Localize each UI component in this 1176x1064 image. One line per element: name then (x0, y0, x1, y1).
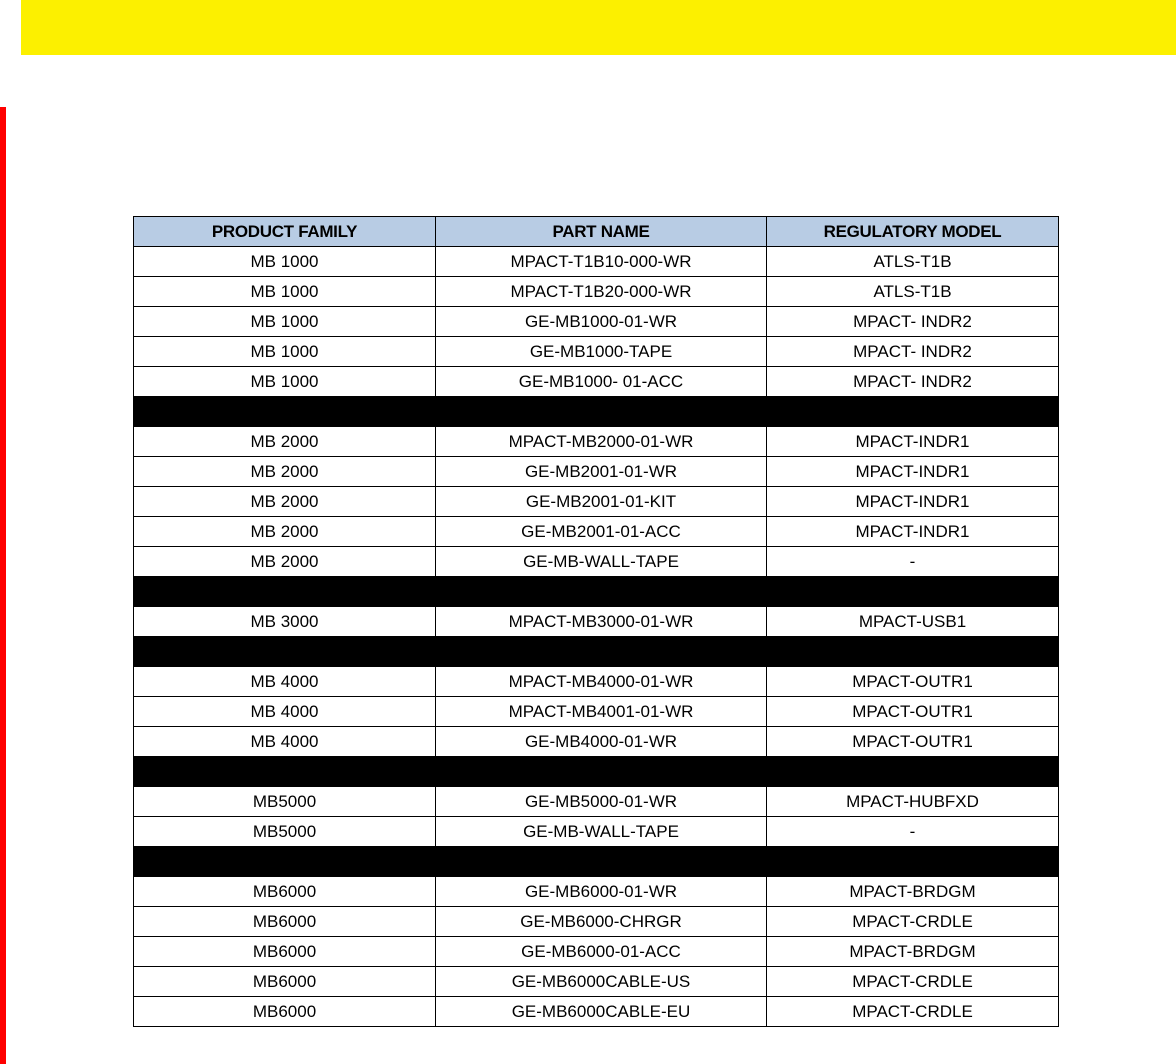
cell-regulatory-model: MPACT-OUTR1 (767, 697, 1059, 727)
separator-cell (436, 637, 767, 667)
group-separator-row (134, 577, 1059, 607)
cell-part-name: GE-MB2001-01-KIT (436, 487, 767, 517)
cell-regulatory-model: - (767, 817, 1059, 847)
yellow-banner (21, 0, 1176, 55)
cell-product-family: MB 2000 (134, 427, 436, 457)
table-row (134, 337, 1059, 367)
cell-part-name: GE-MB-WALL-TAPE (436, 547, 767, 577)
table-row (134, 877, 1059, 907)
cell-regulatory-model: MPACT-USB1 (767, 607, 1059, 637)
separator-cell (767, 847, 1059, 877)
cell-product-family: MB5000 (134, 787, 436, 817)
separator-cell (436, 847, 767, 877)
table-row (134, 247, 1059, 277)
cell-part-name: MPACT-T1B10-000-WR (436, 247, 767, 277)
cell-product-family: MB6000 (134, 997, 436, 1027)
cell-regulatory-model: ATLS-T1B (767, 277, 1059, 307)
table-row (134, 697, 1059, 727)
cell-regulatory-model: MPACT-CRDLE (767, 967, 1059, 997)
cell-part-name: GE-MB2001-01-ACC (436, 517, 767, 547)
header-regulatory-model: REGULATORY MODEL (767, 217, 1059, 247)
cell-regulatory-model: MPACT-BRDGM (767, 877, 1059, 907)
table-row (134, 457, 1059, 487)
cell-part-name: MPACT-MB3000-01-WR (436, 607, 767, 637)
separator-cell (436, 397, 767, 427)
cell-product-family: MB6000 (134, 877, 436, 907)
table-row (134, 937, 1059, 967)
table-row (134, 547, 1059, 577)
cell-part-name: GE-MB-WALL-TAPE (436, 817, 767, 847)
table-row (134, 997, 1059, 1027)
table-row (134, 907, 1059, 937)
cell-regulatory-model: MPACT-OUTR1 (767, 667, 1059, 697)
separator-cell (134, 757, 436, 787)
group-separator-row (134, 397, 1059, 427)
cell-product-family: MB 4000 (134, 667, 436, 697)
regulatory-model-table (133, 216, 1059, 1027)
cell-regulatory-model: MPACT-INDR1 (767, 427, 1059, 457)
cell-product-family: MB 1000 (134, 277, 436, 307)
cell-part-name: MPACT-MB2000-01-WR (436, 427, 767, 457)
table-row (134, 427, 1059, 457)
cell-part-name: MPACT-MB4001-01-WR (436, 697, 767, 727)
cell-regulatory-model: MPACT-INDR1 (767, 487, 1059, 517)
cell-product-family: MB 2000 (134, 457, 436, 487)
cell-regulatory-model: MPACT-OUTR1 (767, 727, 1059, 757)
table-row (134, 367, 1059, 397)
cell-part-name: GE-MB6000CABLE-US (436, 967, 767, 997)
separator-cell (436, 757, 767, 787)
separator-cell (767, 397, 1059, 427)
separator-cell (134, 397, 436, 427)
separator-cell (134, 847, 436, 877)
cell-product-family: MB 4000 (134, 727, 436, 757)
cell-product-family: MB6000 (134, 907, 436, 937)
table-row (134, 967, 1059, 997)
table-row (134, 607, 1059, 637)
cell-product-family: MB 2000 (134, 547, 436, 577)
separator-cell (436, 577, 767, 607)
cell-product-family: MB6000 (134, 967, 436, 997)
cell-part-name: MPACT-T1B20-000-WR (436, 277, 767, 307)
cell-product-family: MB 1000 (134, 337, 436, 367)
cell-part-name: GE-MB1000-01-WR (436, 307, 767, 337)
cell-regulatory-model: - (767, 547, 1059, 577)
cell-product-family: MB 1000 (134, 247, 436, 277)
cell-regulatory-model: MPACT-INDR1 (767, 517, 1059, 547)
cell-product-family: MB 1000 (134, 367, 436, 397)
cell-regulatory-model: MPACT- INDR2 (767, 307, 1059, 337)
cell-part-name: GE-MB6000-01-WR (436, 877, 767, 907)
table-body (134, 247, 1059, 1027)
cell-product-family: MB 3000 (134, 607, 436, 637)
cell-product-family: MB5000 (134, 817, 436, 847)
cell-product-family: MB 1000 (134, 307, 436, 337)
red-side-stripe (0, 107, 6, 1064)
separator-cell (767, 577, 1059, 607)
group-separator-row (134, 637, 1059, 667)
separator-cell (767, 757, 1059, 787)
cell-regulatory-model: MPACT- INDR2 (767, 337, 1059, 367)
table-row (134, 817, 1059, 847)
cell-regulatory-model: MPACT- INDR2 (767, 367, 1059, 397)
table-row (134, 727, 1059, 757)
cell-product-family: MB 4000 (134, 697, 436, 727)
table-row (134, 517, 1059, 547)
table-header-row (134, 217, 1059, 247)
table-row (134, 487, 1059, 517)
cell-part-name: GE-MB1000-TAPE (436, 337, 767, 367)
table-row (134, 787, 1059, 817)
cell-regulatory-model: MPACT-CRDLE (767, 907, 1059, 937)
separator-cell (134, 637, 436, 667)
table-row (134, 307, 1059, 337)
cell-regulatory-model: MPACT-HUBFXD (767, 787, 1059, 817)
cell-part-name: GE-MB6000-01-ACC (436, 937, 767, 967)
group-separator-row (134, 757, 1059, 787)
cell-regulatory-model: MPACT-INDR1 (767, 457, 1059, 487)
cell-part-name: GE-MB2001-01-WR (436, 457, 767, 487)
table-row (134, 667, 1059, 697)
cell-regulatory-model: MPACT-CRDLE (767, 997, 1059, 1027)
cell-part-name: GE-MB1000- 01-ACC (436, 367, 767, 397)
cell-regulatory-model: ATLS-T1B (767, 247, 1059, 277)
cell-part-name: GE-MB6000CABLE-EU (436, 997, 767, 1027)
cell-product-family: MB 2000 (134, 517, 436, 547)
cell-part-name: GE-MB5000-01-WR (436, 787, 767, 817)
cell-part-name: GE-MB6000-CHRGR (436, 907, 767, 937)
separator-cell (134, 577, 436, 607)
header-product-family: PRODUCT FAMILY (134, 217, 436, 247)
cell-part-name: GE-MB4000-01-WR (436, 727, 767, 757)
cell-part-name: MPACT-MB4000-01-WR (436, 667, 767, 697)
header-part-name: PART NAME (436, 217, 767, 247)
cell-product-family: MB6000 (134, 937, 436, 967)
cell-regulatory-model: MPACT-BRDGM (767, 937, 1059, 967)
table-row (134, 277, 1059, 307)
cell-product-family: MB 2000 (134, 487, 436, 517)
separator-cell (767, 637, 1059, 667)
group-separator-row (134, 847, 1059, 877)
